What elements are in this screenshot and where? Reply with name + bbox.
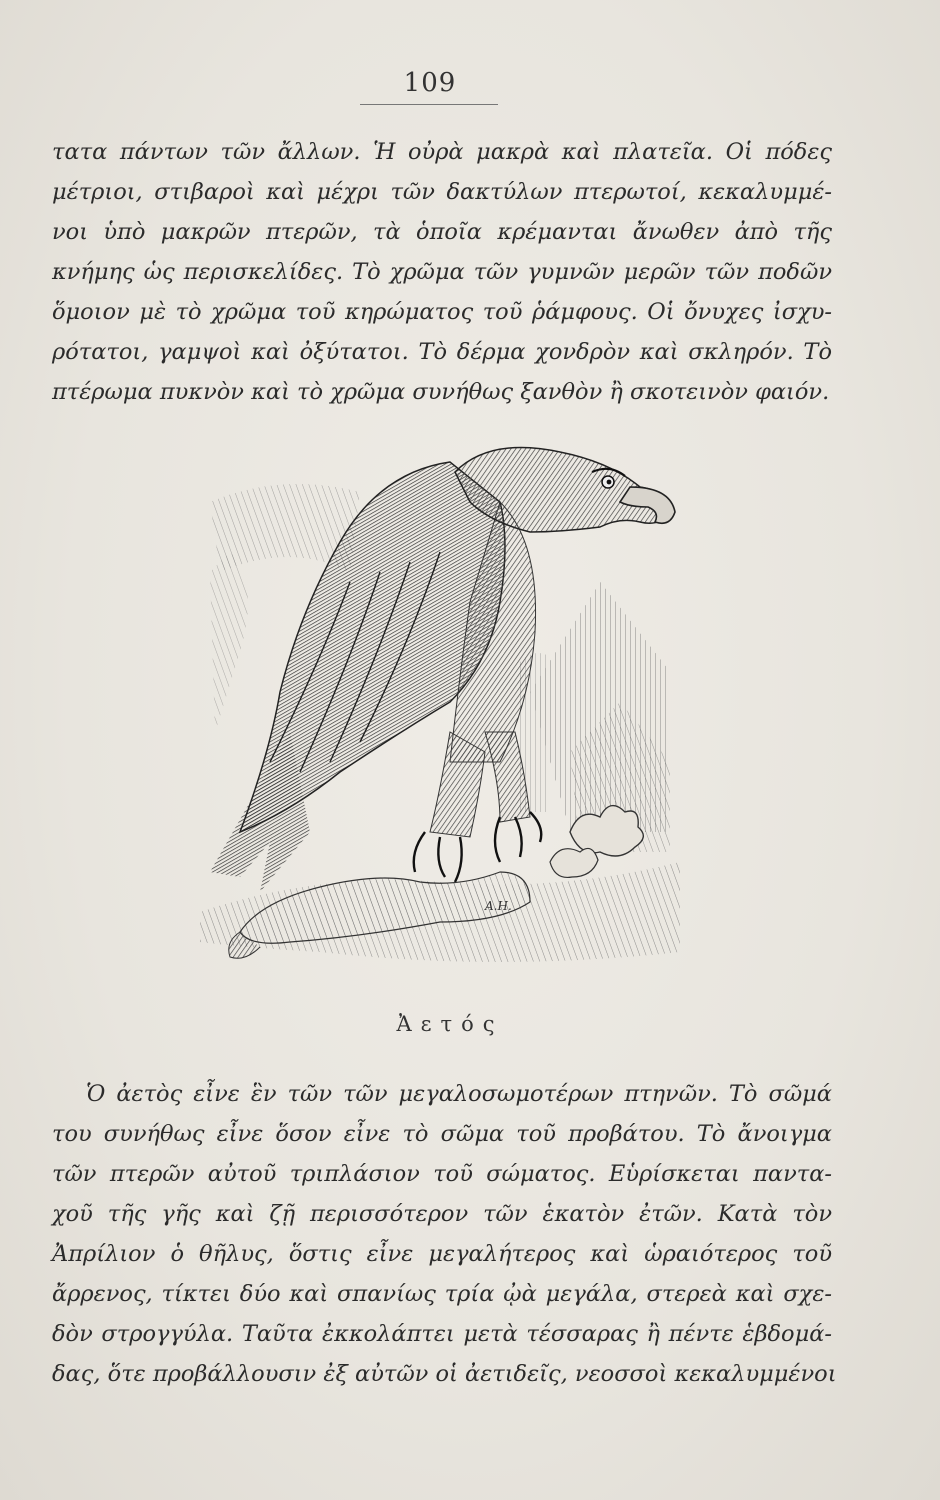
text-line: ὅμοιον μὲ τὸ χρῶμα τοῦ κηρώματος τοῦ ῥάμφους. Οἱ ὄνυχες ἰσχυ- [52,299,832,325]
header-rule [360,104,498,105]
text-line: Ὁ ἀετὸς εἶνε ἓν τῶν τῶν μεγαλοσωμοτέρων πτηνῶν. Τὸ σῶμά [86,1081,832,1107]
text-line: του συνήθως εἶνε ὅσον εἶνε τὸ σῶμα τοῦ προβάτου. Τὸ ἄνοιγμα [52,1121,832,1147]
eagle-illustration [200,432,680,992]
text-line: κνήμης ὡς περισκελίδες. Τὸ χρῶμα τῶν γυμνῶν μερῶν τῶν ποδῶν [52,259,832,285]
page-number: 109 [403,68,457,98]
figure-caption: Ἀετός [396,1012,504,1036]
text-line: τατα πάντων τῶν ἄλλων. Ἡ οὐρὰ μακρὰ καὶ πλατεῖα. Οἱ πόδες [52,139,832,165]
paragraph-bottom [52,1074,837,1394]
text-line: μέτριοι, στιβαροὶ καὶ μέχρι τῶν δακτύλων πτερωτοί, κεκαλυμμέ- [52,179,832,205]
text-line: νοι ὑπὸ μακρῶν πτερῶν, τὰ ὁποῖα κρέμανται ἄνωθεν ἀπὸ τῆς [52,219,832,245]
text-line: πτέρωμα πυκνὸν καὶ τὸ χρῶμα συνήθως ξανθὸν ἢ σκοτεινὸν φαιόν. [52,379,830,405]
text-line: τῶν πτερῶν αὐτοῦ τριπλάσιον τοῦ σώματος. Εὑρίσκεται παντα- [52,1161,832,1187]
text-line: χοῦ τῆς γῆς καὶ ζῇ περισσότερον τῶν ἑκατὸν ἐτῶν. Κατὰ τὸν [52,1201,832,1227]
text-line: δὸν στρογγύλα. Ταῦτα ἐκκολάπτει μετὰ τέσσαρας ἢ πέντε ἑβδομά- [52,1321,832,1347]
text-line: ἄρρενος, τίκτει δύο καὶ σπανίως τρία ᾠὰ μεγάλα, στερεὰ καὶ σχε- [52,1281,832,1307]
text-line: Ἀπρίλιον ὁ θῆλυς, ὅστις εἶνε μεγαλήτερος καὶ ὡραιότερος τοῦ [52,1241,832,1267]
text-line: ρότατοι, γαμψοὶ καὶ ὀξύτατοι. Τὸ δέρμα χονδρὸν καὶ σκληρόν. Τὸ [52,339,832,365]
text-line: δας, ὅτε προβάλλουσιν ἐξ αὐτῶν οἱ ἀετιδεῖς, νεοσσοὶ κεκαλυμμένοι [52,1361,837,1387]
paragraph-top [52,132,832,412]
engraver-signature: A.H. [485,899,512,913]
